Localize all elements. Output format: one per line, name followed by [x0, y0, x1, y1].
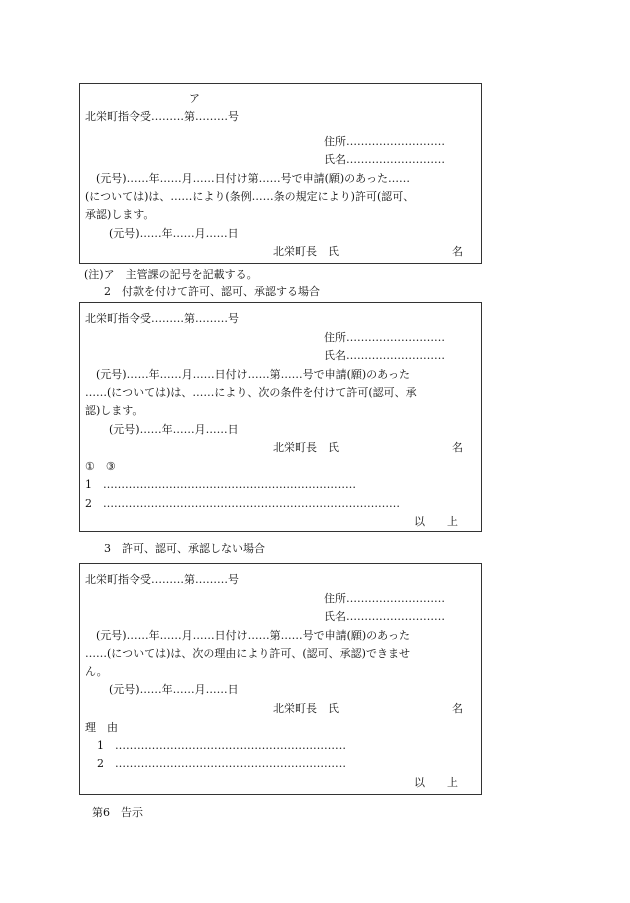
date-line: (元号)……年……月……日: [109, 683, 239, 696]
date-line: (元号)……年……月……日: [109, 227, 239, 240]
body-line-2: ……(については)は、……により、次の条件を付けて許可(認可、承: [85, 386, 417, 399]
name-line: 氏名………………………: [324, 153, 445, 166]
signer-suffix: 名: [452, 441, 463, 454]
section-2-heading: 2 付款を付けて許可、認可、承認する場合: [104, 285, 320, 298]
body-line-2: ……(については)は、次の理由により許可、(認可、承認)できませ: [85, 647, 410, 660]
body-line-2: (については)は、……により(条例……条の規定により)許可(認可、: [85, 190, 415, 203]
form-box-2: [79, 302, 482, 532]
signer: 北栄町長 氏: [273, 441, 339, 454]
section-3-heading: 3 許可、認可、承認しない場合: [104, 542, 265, 555]
signer-suffix: 名: [452, 245, 463, 258]
body-line-1: (元号)……年……月……日付け……第……号で申請(願)のあった: [96, 368, 411, 381]
address-line: 住所………………………: [324, 331, 445, 344]
condition-1: 1 ……………………………………………………………: [85, 478, 356, 491]
signer: 北栄町長 氏: [273, 245, 339, 258]
name-line: 氏名………………………: [324, 610, 445, 623]
body-line-1: (元号)……年……月……日付け第……号で申請(願)のあった……: [96, 172, 411, 185]
address-line: 住所………………………: [324, 592, 445, 605]
signer-suffix: 名: [452, 702, 463, 715]
reference-number: 北栄町指令受………第………号: [85, 312, 239, 325]
condition-2: 2 ………………………………………………………………………: [85, 497, 400, 510]
section-6-heading: 第6 告示: [92, 806, 143, 819]
address-line: 住所………………………: [324, 135, 445, 148]
reason-label: 理 由: [85, 721, 118, 734]
closing-mark: 以 上: [414, 776, 458, 789]
body-line-3: 承認)します。: [85, 208, 155, 221]
form-box-3: [79, 563, 482, 795]
reference-number: 北栄町指令受………第………号: [85, 110, 239, 123]
reason-2: 2 ………………………………………………………: [97, 757, 346, 770]
circled-marks: ① ③: [85, 460, 116, 473]
body-line-3: 認)します。: [85, 404, 144, 417]
marker-a: ア: [189, 92, 200, 105]
name-line: 氏名………………………: [324, 349, 445, 362]
date-line: (元号)……年……月……日: [109, 423, 239, 436]
reference-number: 北栄町指令受………第………号: [85, 573, 239, 586]
form-box-1: [79, 83, 482, 264]
reason-1: 1 ………………………………………………………: [97, 739, 346, 752]
signer: 北栄町長 氏: [273, 702, 339, 715]
body-line-3: ん。: [85, 665, 108, 678]
body-line-1: (元号)……年……月……日付け……第……号で申請(願)のあった: [96, 629, 411, 642]
note-1: (注)ア 主管課の記号を記載する。: [84, 268, 258, 281]
closing-mark: 以 上: [414, 515, 458, 528]
